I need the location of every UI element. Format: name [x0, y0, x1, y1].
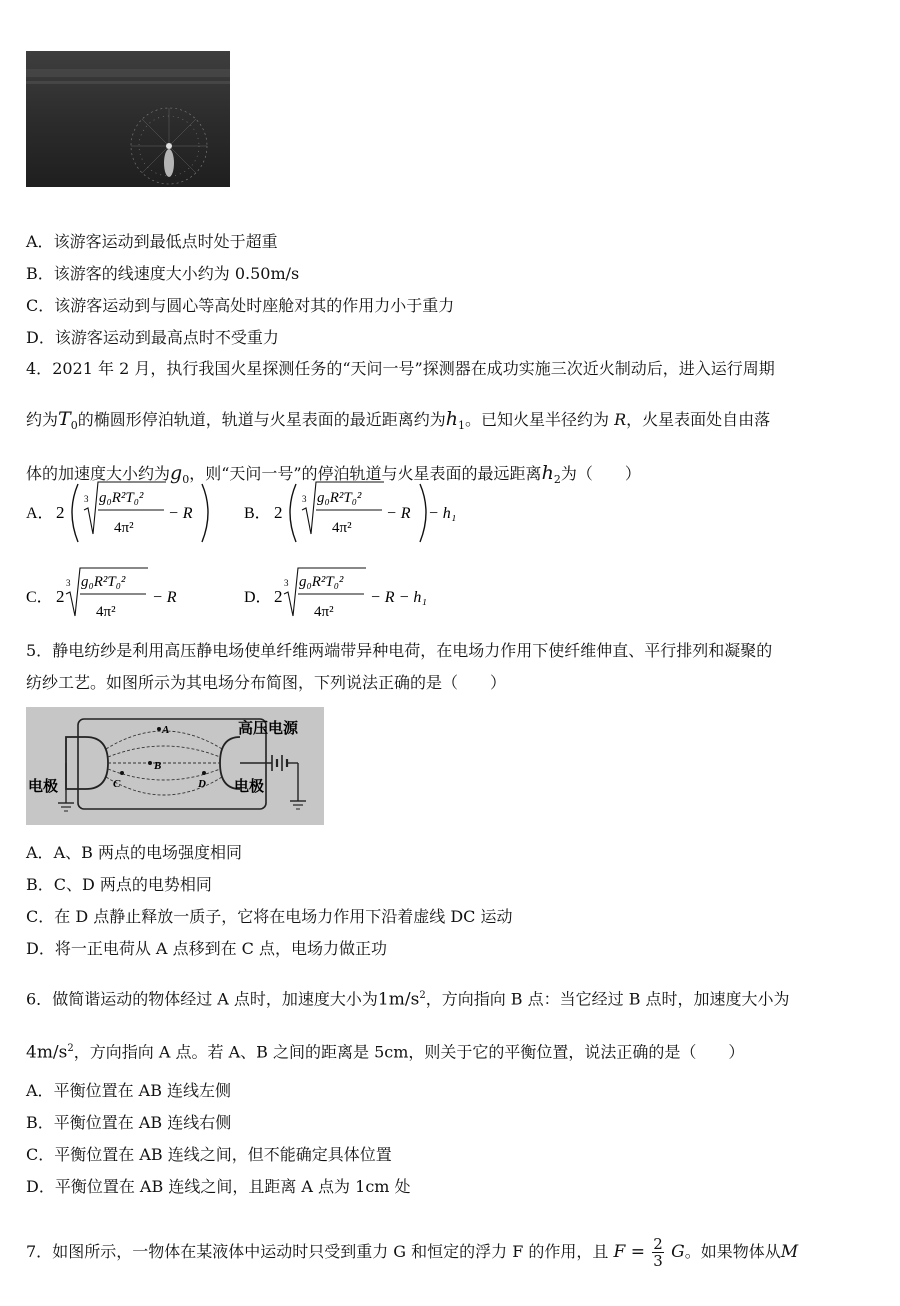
q4-options-formulas	[26, 478, 496, 628]
svg-text:2: 2	[56, 587, 65, 606]
svg-text:B: B	[154, 760, 162, 772]
q6-line1: 6．做简谐运动的物体经过 A 点时，加速度大小为$1m/s^2$，方向指向 B 点：当它经过 B 点时，加速度大小为	[26, 989, 790, 1010]
svg-text:− R: − R	[386, 505, 411, 522]
svg-text:2: 2	[56, 503, 65, 522]
svg-text:g₀R²T₀²: g₀R²T₀²	[299, 574, 344, 590]
q5-option-d: D．将一正电荷从 A 点移到在 C 点，电场力做正功	[26, 939, 387, 958]
q4-option-c	[26, 568, 177, 620]
q5-option-c: C．在 D 点静止释放一质子，它将在电场力作用下沿着虚线 DC 运动	[26, 907, 513, 926]
q4-line3: 体的加速度大小约为$g_0$，则“天问一号”的停泊轨道与火星表面的最远距离$h_2$为（ ）	[26, 462, 641, 487]
svg-text:C．: C．	[26, 589, 53, 606]
svg-text:− R − h₁: − R − h₁	[370, 589, 427, 606]
svg-text:g₀R²T₀²: g₀R²T₀²	[99, 490, 144, 506]
q3-option-d: D．该游客运动到最高点时不受重力	[26, 328, 279, 347]
svg-text:g₀R²T₀²: g₀R²T₀²	[317, 490, 362, 506]
svg-text:电极: 电极	[28, 779, 59, 795]
svg-text:电极: 电极	[234, 779, 265, 795]
svg-text:3: 3	[284, 578, 289, 588]
q3-option-b: B．该游客的线速度大小约为 0.50m/s	[26, 264, 300, 283]
svg-text:4π²: 4π²	[332, 520, 352, 536]
svg-text:− R: − R	[152, 589, 177, 606]
svg-text:3: 3	[302, 494, 307, 504]
q6-option-d: D．平衡位置在 AB 连线之间，且距离 A 点为 1cm 处	[26, 1177, 411, 1196]
svg-text:A: A	[162, 724, 170, 736]
q5-option-a: A．A、B 两点的电场强度相同	[26, 843, 242, 862]
svg-text:B．: B．	[244, 505, 271, 522]
svg-text:高压电源: 高压电源	[238, 721, 299, 737]
q5-line1: 5．静电纺纱是利用高压静电场使单纤维两端带异种电荷，在电场力作用下使纤维伸直、平行排列和凝聚的	[26, 641, 773, 660]
q4-option-b	[244, 482, 456, 542]
q4-line2: 约为$T_0$的椭圆形停泊轨道，轨道与火星表面的最近距离约为$h_1$。已知火星半径约为 R，火星表面处自由落	[26, 408, 771, 433]
svg-text:4π²: 4π²	[114, 520, 134, 536]
svg-text:A．: A．	[26, 505, 54, 522]
q5-option-b: B．C、D 两点的电势相同	[26, 875, 212, 894]
svg-text:3: 3	[84, 494, 89, 504]
q6-option-b: B．平衡位置在 AB 连线右侧	[26, 1113, 232, 1132]
q6-line2: $4m/s^2$，方向指向 A 点。若 A、B 之间的距离是 5cm，则关于它的平衡位置，说法正确的是（ ）	[26, 1042, 745, 1063]
svg-text:C: C	[113, 778, 121, 790]
q6-option-a: A．平衡位置在 AB 连线左侧	[26, 1081, 232, 1100]
q7-line1: 7．如图所示，一物体在某液体中运动时只受到重力 G 和恒定的浮力 F 的作用，且 F = $\frac{2}{3}$ G。如果物体从M	[26, 1235, 799, 1270]
q3-option-a: A．该游客运动到最低点时处于超重	[26, 232, 278, 251]
electric-field-diagram	[26, 707, 324, 825]
svg-text:D．: D．	[244, 589, 272, 606]
svg-text:4π²: 4π²	[96, 604, 116, 620]
q6-option-c: C．平衡位置在 AB 连线之间，但不能确定具体位置	[26, 1145, 392, 1164]
svg-text:− R: − R	[168, 505, 193, 522]
svg-text:4π²: 4π²	[314, 604, 334, 620]
svg-text:3: 3	[66, 578, 71, 588]
q4-option-a	[26, 482, 208, 542]
ferris-wheel-photo	[26, 51, 230, 187]
svg-text:g₀R²T₀²: g₀R²T₀²	[81, 574, 126, 590]
svg-text:2: 2	[274, 587, 283, 606]
q5-line2: 纺纱工艺。如图所示为其电场分布简图，下列说法正确的是（ ）	[26, 673, 507, 692]
q4-option-d	[244, 568, 427, 620]
svg-text:− h₁: − h₁	[428, 505, 457, 522]
q3-option-c: C．该游客运动到与圆心等高处时座舱对其的作用力小于重力	[26, 296, 455, 315]
svg-text:D: D	[198, 778, 206, 790]
svg-text:2: 2	[274, 503, 283, 522]
q4-line1: 4．2021 年 2 月，执行我国火星探测任务的“天问一号”探测器在成功实施三次近火制动后，进入运行周期	[26, 359, 775, 378]
